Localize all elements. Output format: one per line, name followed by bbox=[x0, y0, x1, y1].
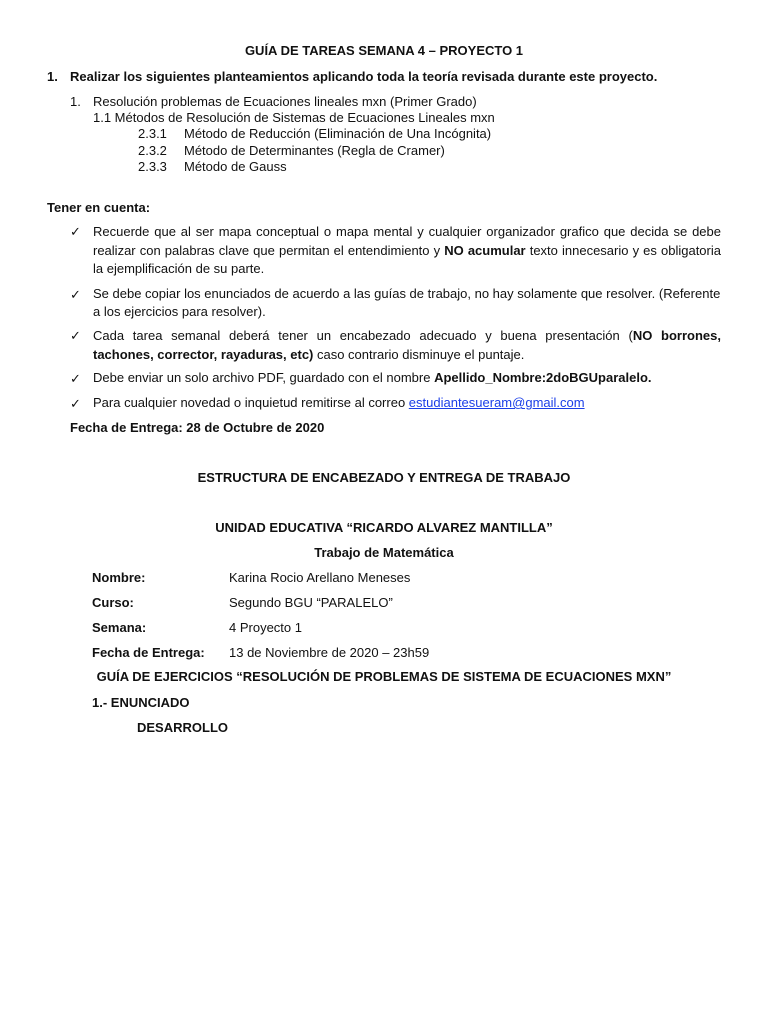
field-value: 13 de Noviembre de 2020 – 23h59 bbox=[229, 645, 430, 660]
bullet-text: Debe enviar un solo archivo PDF, guardado con el nombre Apellido_Nombre:2doBGUparalelo. bbox=[93, 370, 652, 385]
method-text: Método de Reducción (Eliminación de Una Incógnita) bbox=[184, 126, 492, 141]
field-value: Karina Rocio Arellano Meneses bbox=[229, 570, 411, 585]
subitem-1-number: 1. bbox=[70, 94, 81, 109]
field-label: Fecha de Entrega: bbox=[92, 645, 205, 660]
checkmark-icon: ✓ bbox=[70, 224, 81, 239]
bullet-text-line: a los ejercicios para resolver). bbox=[93, 304, 266, 319]
field-label: Semana: bbox=[92, 620, 147, 635]
school-name: UNIDAD EDUCATIVA “RICARDO ALVAREZ MANTILLA” bbox=[215, 520, 553, 535]
checkmark-icon: ✓ bbox=[70, 371, 81, 386]
deadline-text: Fecha de Entrega: 28 de Octubre de 2020 bbox=[70, 420, 325, 435]
email-link[interactable]: estudiantesueram@gmail.com bbox=[408, 395, 585, 410]
document-title: GUÍA DE TAREAS SEMANA 4 – PROYECTO 1 bbox=[244, 43, 524, 58]
enunciado-label: 1.- ENUNCIADO bbox=[92, 695, 190, 710]
method-text: Método de Gauss bbox=[184, 159, 287, 174]
bullet-text: Cada tarea semanal deberá tener un encabezado adecuado y buena presentación (NO borrones, tachones, corrector, rayaduras, etc) caso contrario disminuye el puntaje. bbox=[93, 328, 721, 362]
checkmark-icon: ✓ bbox=[70, 396, 81, 411]
note-heading: Tener en cuenta: bbox=[47, 200, 151, 215]
bullet-text: Recuerde que al ser mapa conceptual o mapa mental y cualquier organizador grafico que decida se debe realizar con palabras clave que permitan el entendimiento y NO acumular texto innecesario y es obligatoria la ejemplificación de su parte. bbox=[93, 224, 721, 276]
field-value: Segundo BGU “PARALELO” bbox=[229, 595, 393, 610]
subitem-1-text: Resolución problemas de Ecuaciones lineales mxn (Primer Grado) bbox=[93, 94, 477, 109]
checkmark-icon: ✓ bbox=[70, 328, 81, 343]
desarrollo-label: DESARROLLO bbox=[137, 720, 228, 735]
method-text: Método de Determinantes (Regla de Cramer) bbox=[184, 143, 445, 158]
item-1-number: 1. bbox=[47, 69, 58, 84]
method-number: 2.3.2 bbox=[138, 143, 167, 158]
item-1-text: Realizar los siguientes planteamientos aplicando toda la teoría revisada durante este proyecto. bbox=[70, 69, 658, 84]
field-label: Nombre: bbox=[92, 570, 146, 585]
method-number: 2.3.3 bbox=[138, 159, 167, 174]
checkmark-icon: ✓ bbox=[70, 287, 81, 302]
guide-heading: GUÍA DE EJERCICIOS “RESOLUCIÓN DE PROBLEMAS DE SISTEMA DE ECUACIONES MXN” bbox=[96, 669, 672, 684]
field-value: 4 Proyecto 1 bbox=[229, 620, 302, 635]
bullet-text: Para cualquier novedad o inquietud remitirse al correo estudiantesueram@gmail.com bbox=[93, 395, 585, 410]
bullet-text-line: Se debe copiar los enunciados de acuerdo a las guías de trabajo, no hay solamente que resolver. (Referente bbox=[93, 286, 721, 301]
method-number: 2.3.1 bbox=[138, 126, 167, 141]
subject-title: Trabajo de Matemática bbox=[314, 545, 454, 560]
field-label: Curso: bbox=[92, 595, 134, 610]
subitem-1-1-text: 1.1 Métodos de Resolución de Sistemas de Ecuaciones Lineales mxn bbox=[93, 110, 495, 125]
structure-heading: ESTRUCTURA DE ENCABEZADO Y ENTREGA DE TRABAJO bbox=[197, 470, 571, 485]
